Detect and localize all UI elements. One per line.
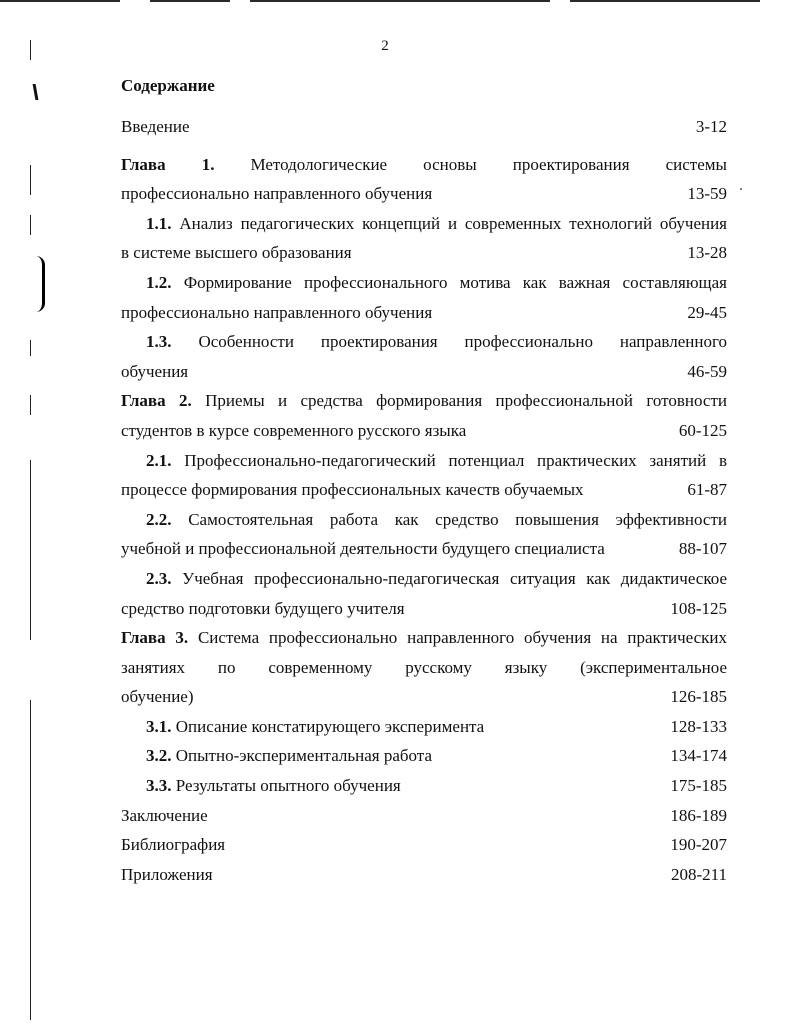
toc-entry-label: Особенности проектирования профессионально направленного xyxy=(198,332,727,352)
toc-entry xyxy=(121,446,727,505)
chapter-number: Глава 2. xyxy=(121,391,192,411)
toc-entry-label-cont: средство подготовки будущего учителя xyxy=(121,598,405,618)
toc-entry-label: Система профессионально направленного обучения на практических xyxy=(197,628,727,648)
toc-word: Методологические xyxy=(250,154,388,174)
toc-line xyxy=(121,771,727,801)
toc-entry-label: Введение xyxy=(121,117,190,136)
toc-entry xyxy=(121,150,727,209)
toc-line xyxy=(121,327,727,357)
toc-entry-pages: 13-59 xyxy=(687,184,727,204)
toc-entry-pages: 3-12 xyxy=(695,117,727,136)
toc-line xyxy=(121,623,727,653)
toc-entry-label: Заключение xyxy=(121,805,208,825)
toc-entry-label: Анализ педагогических концепций и современных технологий обучения xyxy=(179,213,727,233)
table-of-contents xyxy=(121,112,727,889)
toc-entry xyxy=(121,741,727,771)
toc-entry xyxy=(121,209,727,268)
toc-entry-label: Приемы и средства формирования профессиональной готовности xyxy=(205,391,727,411)
section-number: 2.2. xyxy=(146,509,172,529)
toc-entry-label-cont: занятиях по современному русскому языку (экспериментальное xyxy=(121,657,727,677)
toc-line xyxy=(121,682,727,712)
toc-line xyxy=(121,357,727,387)
toc-entry-label: Библиография xyxy=(121,835,226,855)
page-title: Содержание xyxy=(121,76,215,95)
scan-left-mark xyxy=(30,395,31,415)
page-number: 2 xyxy=(381,38,389,54)
toc-entry-label: профессионально направленного обучения xyxy=(121,184,433,204)
toc-word: Глава xyxy=(121,154,166,174)
toc-entry-pages: 134-174 xyxy=(670,746,727,766)
toc-line xyxy=(121,298,727,328)
toc-line xyxy=(121,860,727,890)
scan-top-border xyxy=(0,0,795,3)
toc-entry-pages: 13-28 xyxy=(687,243,727,263)
toc-entry-pages: 88-107 xyxy=(678,539,727,559)
toc-entry xyxy=(121,386,727,445)
toc-word: основы xyxy=(423,154,477,174)
toc-line xyxy=(121,594,727,624)
toc-entry xyxy=(121,771,727,801)
binding-bracket-mark xyxy=(33,256,45,312)
toc-line xyxy=(121,505,727,535)
section-number: 2.1. xyxy=(146,450,172,470)
toc-entry xyxy=(121,564,727,623)
toc-entry-label: Описание констатирующего эксперимента xyxy=(175,716,485,736)
toc-entry-label-cont: учебной и профессиональной деятельности будущего специалиста xyxy=(121,539,605,559)
toc-entry-label: Результаты опытного обучения xyxy=(175,776,401,796)
toc-line xyxy=(121,475,727,505)
toc-entry-pages: 60-125 xyxy=(678,420,727,440)
toc-entry-label: Приложения xyxy=(121,864,213,884)
toc-word: 1. xyxy=(201,154,215,174)
binding-hole-mark xyxy=(33,84,49,100)
toc-entry xyxy=(121,712,727,742)
section-number: 3.3. xyxy=(146,776,172,796)
toc-line xyxy=(121,830,727,860)
toc-entry-label-cont: процессе формирования профессиональных качеств обучаемых xyxy=(121,480,584,500)
scan-left-mark xyxy=(30,215,31,235)
section-number: 3.2. xyxy=(146,746,172,766)
chapter-number: Глава 3. xyxy=(121,628,189,648)
section-number: 1.3. xyxy=(146,332,172,352)
toc-line xyxy=(121,564,727,594)
toc-entry-label-group xyxy=(146,741,432,771)
toc-line xyxy=(121,653,727,683)
scan-speck xyxy=(740,188,742,190)
section-number: 1.2. xyxy=(146,272,172,292)
toc-entry-label: Учебная профессионально-педагогическая ситуация как дидактическое xyxy=(182,568,727,588)
toc-entry xyxy=(121,623,727,712)
toc-word: системы xyxy=(665,154,727,174)
toc-entry xyxy=(121,505,727,564)
toc-word: проектирования xyxy=(512,154,630,174)
toc-entry xyxy=(121,860,727,890)
section-number: 1.1. xyxy=(146,213,172,233)
toc-line xyxy=(121,446,727,476)
toc-entry-label: Формирование профессионального мотива как важная составляющая xyxy=(183,272,727,292)
toc-line xyxy=(121,741,727,771)
toc-entry-label-cont: обучения xyxy=(121,361,189,381)
toc-line xyxy=(121,179,727,209)
toc-entry-label-cont: в системе высшего образования xyxy=(121,243,352,263)
toc-entry-label-cont: студентов в курсе современного русского языка xyxy=(121,420,467,440)
section-number: 3.1. xyxy=(146,716,172,736)
toc-entry xyxy=(121,830,727,860)
toc-entry-label: Профессионально-педагогический потенциал практических занятий в xyxy=(184,450,727,470)
toc-line xyxy=(121,238,727,268)
toc-line xyxy=(121,712,727,742)
toc-entry-pages: 208-211 xyxy=(670,864,727,884)
toc-entry-pages: 108-125 xyxy=(670,598,727,618)
toc-entry-pages: 29-45 xyxy=(687,302,727,322)
toc-entry-label: Самостоятельная работа как средство повышения эффективности xyxy=(188,509,727,529)
scan-left-mark xyxy=(30,700,31,1020)
toc-entry-pages: 46-59 xyxy=(687,361,727,381)
toc-line xyxy=(121,386,727,416)
toc-entry-label-cont: профессионально направленного обучения xyxy=(121,302,433,322)
toc-entry-label-cont: обучение) xyxy=(121,687,194,707)
section-number: 2.3. xyxy=(146,568,172,588)
toc-entry-pages: 61-87 xyxy=(687,480,727,500)
toc-entry-pages: 186-189 xyxy=(670,805,727,825)
scan-left-mark xyxy=(30,340,31,356)
toc-line xyxy=(121,534,727,564)
toc-entry-label-group xyxy=(146,712,484,742)
scan-left-mark xyxy=(30,165,31,195)
toc-entry xyxy=(121,112,727,142)
toc-entry-pages: 126-185 xyxy=(670,687,727,707)
toc-line xyxy=(121,150,727,180)
toc-line xyxy=(121,801,727,831)
toc-line xyxy=(121,209,727,239)
toc-entry-label: Опытно-экспериментальная работа xyxy=(175,746,432,766)
toc-line xyxy=(121,268,727,298)
toc-entry xyxy=(121,327,727,386)
toc-entry-pages: 190-207 xyxy=(670,835,727,855)
toc-entry xyxy=(121,268,727,327)
toc-entry-pages: 175-185 xyxy=(670,776,727,796)
toc-entry xyxy=(121,801,727,831)
toc-line xyxy=(121,112,727,142)
toc-entry-pages: 128-133 xyxy=(670,716,727,736)
toc-entry-label-group xyxy=(146,771,401,801)
toc-line xyxy=(121,416,727,446)
scan-left-mark xyxy=(30,460,31,640)
